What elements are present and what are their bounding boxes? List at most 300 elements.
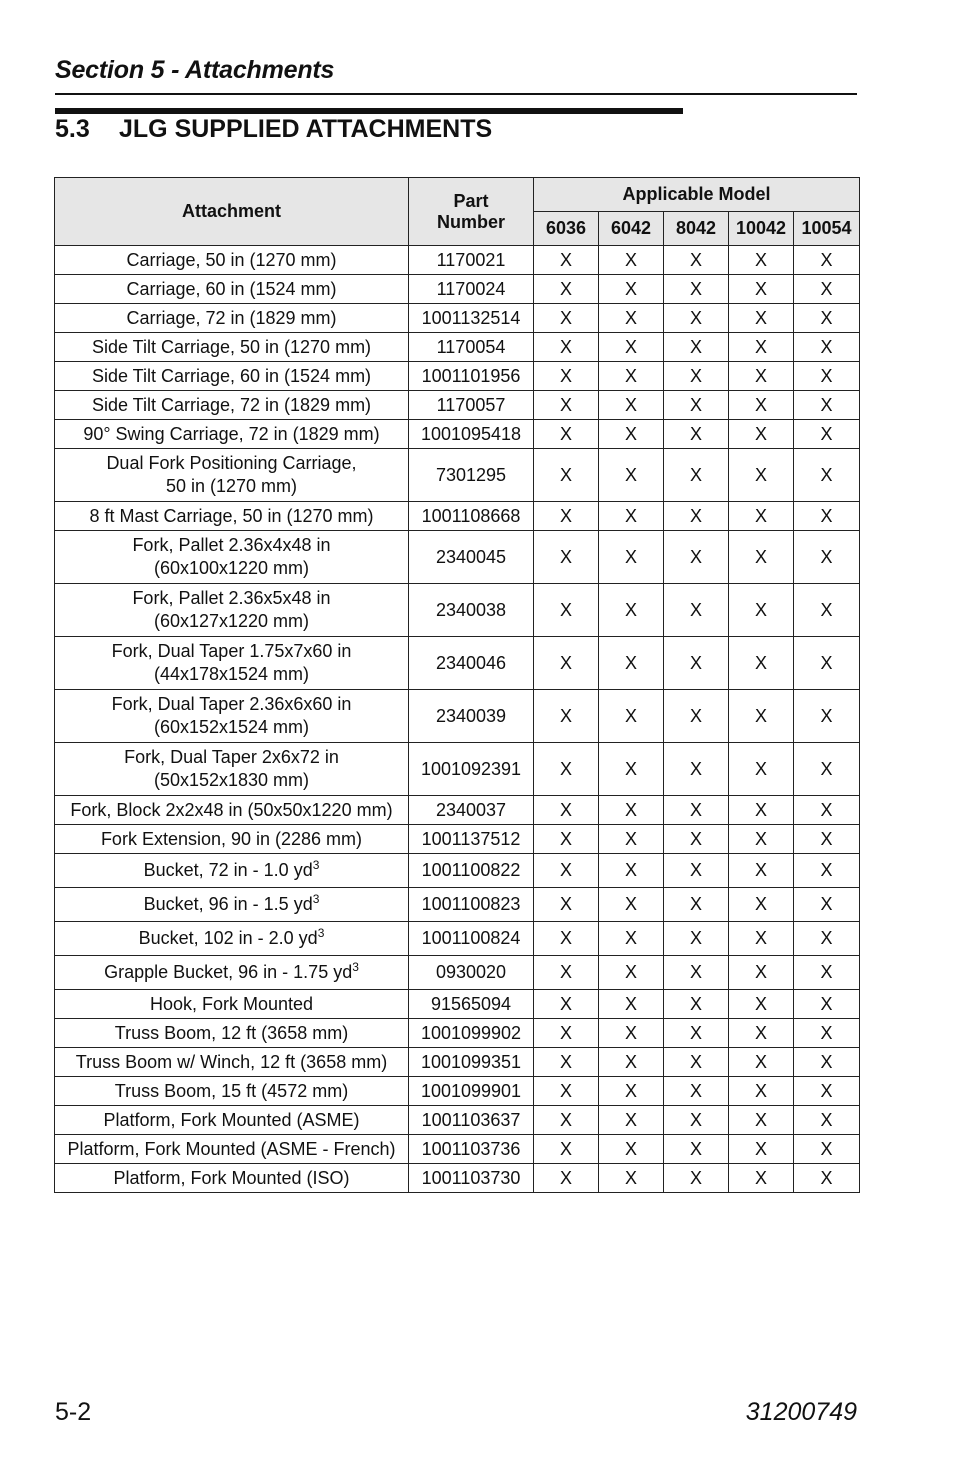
attachment-name — [55, 610, 408, 633]
part-number-cell: 2340046 — [409, 637, 534, 690]
model-mark-cell: X — [599, 1106, 664, 1135]
table-row — [55, 1164, 860, 1193]
model-mark-cell: X — [664, 922, 729, 956]
part-number-cell: 1001101956 — [409, 362, 534, 391]
model-mark-cell: X — [534, 584, 599, 637]
model-mark-cell: X — [794, 1048, 860, 1077]
attachment-name — [55, 893, 408, 916]
attachment-name — [55, 534, 408, 557]
attachment-text: (44x178x1524 mm) — [153, 664, 310, 684]
model-mark-cell: X — [534, 1077, 599, 1106]
model-mark-cell: X — [729, 391, 794, 420]
attachment-name — [55, 693, 408, 716]
model-mark-cell: X — [599, 825, 664, 854]
model-mark-cell: X — [729, 304, 794, 333]
model-mark-cell: X — [794, 584, 860, 637]
part-number-cell: 2340039 — [409, 690, 534, 743]
unit-superscript: 3 — [312, 892, 320, 906]
model-mark-cell: X — [729, 362, 794, 391]
model-mark-cell: X — [729, 1019, 794, 1048]
model-mark-cell: X — [664, 956, 729, 990]
part-number-cell: 2340038 — [409, 584, 534, 637]
part-number-cell: 1170054 — [409, 333, 534, 362]
attachment-cell — [55, 420, 409, 449]
model-mark-cell: X — [534, 420, 599, 449]
model-mark-cell: X — [794, 1077, 860, 1106]
attachment-cell — [55, 888, 409, 922]
attachment-text: Bucket, 72 in - 1.0 yd — [143, 860, 313, 880]
table-row — [55, 1019, 860, 1048]
model-mark-cell: X — [664, 854, 729, 888]
model-mark-cell: X — [599, 362, 664, 391]
model-mark-cell: X — [794, 391, 860, 420]
attachment-text: Carriage, 72 in (1829 mm) — [126, 307, 337, 328]
attachment-text: Grapple Bucket, 96 in - 1.75 yd — [104, 962, 353, 982]
model-mark-cell: X — [794, 333, 860, 362]
model-mark-cell: X — [534, 690, 599, 743]
model-mark-cell: X — [794, 922, 860, 956]
part-number-cell: 91565094 — [409, 990, 534, 1019]
model-mark-cell: X — [534, 990, 599, 1019]
model-mark-cell: X — [664, 637, 729, 690]
model-mark-cell: X — [794, 1135, 860, 1164]
model-mark-cell: X — [664, 391, 729, 420]
model-mark-cell: X — [729, 825, 794, 854]
attachment-name — [55, 365, 408, 388]
attachment-name — [55, 1022, 408, 1045]
model-mark-cell: X — [729, 743, 794, 796]
attachment-cell — [55, 1048, 409, 1077]
model-mark-cell: X — [729, 531, 794, 584]
attachment-name — [55, 828, 408, 851]
attachment-cell — [55, 275, 409, 304]
attachment-text: Fork Extension, 90 in (2286 mm) — [100, 828, 363, 849]
part-number-cell: 1001132514 — [409, 304, 534, 333]
part-number-cell: 1001103736 — [409, 1135, 534, 1164]
model-mark-cell: X — [794, 1019, 860, 1048]
table-row — [55, 990, 860, 1019]
section-header: Section 5 - Attachments — [55, 56, 335, 84]
header-applicable-model: Applicable Model — [534, 178, 860, 212]
model-mark-cell: X — [599, 743, 664, 796]
header-model-6042: 6042 — [599, 212, 664, 246]
attachment-text: (60x100x1220 mm) — [153, 558, 310, 578]
model-mark-cell: X — [664, 246, 729, 275]
attachment-text: (60x127x1220 mm) — [153, 611, 310, 631]
model-mark-cell: X — [729, 854, 794, 888]
model-mark-cell: X — [534, 531, 599, 584]
model-mark-cell: X — [729, 922, 794, 956]
model-mark-cell: X — [794, 362, 860, 391]
attachment-cell — [55, 1019, 409, 1048]
table-row — [55, 825, 860, 854]
model-mark-cell: X — [729, 1135, 794, 1164]
attachment-text: 90° Swing Carriage, 72 in (1829 mm) — [83, 423, 380, 444]
attachment-text: Platform, Fork Mounted (ASME) — [103, 1109, 360, 1130]
attachment-cell — [55, 1077, 409, 1106]
model-mark-cell: X — [599, 922, 664, 956]
attachment-cell — [55, 449, 409, 502]
attachment-name — [55, 640, 408, 663]
model-mark-cell: X — [599, 1077, 664, 1106]
model-mark-cell: X — [794, 743, 860, 796]
attachment-name — [55, 993, 408, 1016]
model-mark-cell: X — [729, 1048, 794, 1077]
part-number-cell: 1001103730 — [409, 1164, 534, 1193]
attachment-name — [55, 746, 408, 769]
attachment-cell — [55, 1164, 409, 1193]
table-row — [55, 502, 860, 531]
model-mark-cell: X — [534, 854, 599, 888]
attachment-name — [55, 278, 408, 301]
attachment-name — [55, 307, 408, 330]
table-row — [55, 1106, 860, 1135]
model-mark-cell: X — [794, 854, 860, 888]
attachment-text: Fork, Pallet 2.36x5x48 in — [132, 588, 331, 608]
model-mark-cell: X — [599, 637, 664, 690]
model-mark-cell: X — [794, 1106, 860, 1135]
model-mark-cell: X — [794, 796, 860, 825]
model-mark-cell: X — [664, 333, 729, 362]
part-number-cell: 7301295 — [409, 449, 534, 502]
model-mark-cell: X — [534, 1135, 599, 1164]
attachment-text: Fork, Block 2x2x48 in (50x50x1220 mm) — [70, 799, 393, 820]
attachment-cell — [55, 246, 409, 275]
model-mark-cell: X — [664, 825, 729, 854]
unit-superscript: 3 — [312, 858, 320, 872]
part-number-cell: 1170021 — [409, 246, 534, 275]
model-mark-cell: X — [599, 1019, 664, 1048]
model-mark-cell: X — [534, 956, 599, 990]
attachment-name — [55, 1051, 408, 1074]
model-mark-cell: X — [729, 888, 794, 922]
model-mark-cell: X — [664, 502, 729, 531]
model-mark-cell: X — [664, 1048, 729, 1077]
model-mark-cell: X — [729, 637, 794, 690]
attachment-cell — [55, 990, 409, 1019]
part-number-cell: 1001099351 — [409, 1048, 534, 1077]
attachment-name — [55, 452, 408, 475]
attachment-text: Side Tilt Carriage, 60 in (1524 mm) — [91, 365, 372, 386]
table-row — [55, 743, 860, 796]
model-mark-cell: X — [729, 690, 794, 743]
model-mark-cell: X — [729, 990, 794, 1019]
part-number-cell: 1170024 — [409, 275, 534, 304]
model-mark-cell: X — [729, 1077, 794, 1106]
model-mark-cell: X — [534, 1048, 599, 1077]
table-row — [55, 391, 860, 420]
model-mark-cell: X — [534, 1106, 599, 1135]
part-number-cell: 1001095418 — [409, 420, 534, 449]
model-mark-cell: X — [794, 449, 860, 502]
model-mark-cell: X — [534, 796, 599, 825]
model-mark-cell: X — [664, 304, 729, 333]
attachment-name — [55, 1138, 408, 1161]
header-part-number — [409, 178, 534, 246]
attachment-name — [55, 1080, 408, 1103]
model-mark-cell: X — [534, 333, 599, 362]
attachment-cell — [55, 922, 409, 956]
table-row — [55, 956, 860, 990]
attachment-text: 8 ft Mast Carriage, 50 in (1270 mm) — [89, 505, 374, 526]
part-number-cell: 1001137512 — [409, 825, 534, 854]
model-mark-cell: X — [794, 275, 860, 304]
model-mark-cell: X — [534, 304, 599, 333]
attachment-text: Fork, Dual Taper 2.36x6x60 in — [111, 694, 352, 714]
model-mark-cell: X — [599, 391, 664, 420]
model-mark-cell: X — [664, 1077, 729, 1106]
attachment-name — [55, 587, 408, 610]
model-mark-cell: X — [534, 825, 599, 854]
model-mark-cell: X — [794, 637, 860, 690]
attachment-cell — [55, 825, 409, 854]
header-rule — [55, 93, 857, 95]
table-row — [55, 854, 860, 888]
attachment-name — [55, 1109, 408, 1132]
model-mark-cell: X — [599, 275, 664, 304]
model-mark-cell: X — [599, 502, 664, 531]
model-mark-cell: X — [664, 743, 729, 796]
attachment-cell — [55, 362, 409, 391]
attachment-text: Platform, Fork Mounted (ISO) — [113, 1167, 350, 1188]
attachment-name — [55, 961, 408, 984]
attachment-cell — [55, 584, 409, 637]
table-row — [55, 690, 860, 743]
model-mark-cell: X — [599, 304, 664, 333]
attachment-text: Fork, Dual Taper 1.75x7x60 in — [111, 641, 352, 661]
model-mark-cell: X — [794, 825, 860, 854]
unit-superscript: 3 — [317, 926, 325, 940]
attachment-text: Carriage, 50 in (1270 mm) — [126, 249, 337, 270]
attachment-name — [55, 927, 408, 950]
attachment-cell — [55, 796, 409, 825]
model-mark-cell: X — [729, 275, 794, 304]
model-mark-cell: X — [664, 449, 729, 502]
table-row — [55, 922, 860, 956]
model-mark-cell: X — [664, 888, 729, 922]
model-mark-cell: X — [729, 1164, 794, 1193]
model-mark-cell: X — [534, 922, 599, 956]
model-mark-cell: X — [599, 1164, 664, 1193]
model-mark-cell: X — [534, 743, 599, 796]
table-row — [55, 888, 860, 922]
model-mark-cell: X — [534, 637, 599, 690]
model-mark-cell: X — [794, 990, 860, 1019]
attachment-name — [55, 394, 408, 417]
table-row — [55, 1048, 860, 1077]
attachment-name — [55, 716, 408, 739]
attachment-text: Truss Boom, 12 ft (3658 mm) — [114, 1022, 349, 1043]
attachment-text: Side Tilt Carriage, 72 in (1829 mm) — [91, 394, 372, 415]
attachment-cell — [55, 1106, 409, 1135]
part-number-cell: 1001092391 — [409, 743, 534, 796]
attachment-cell — [55, 690, 409, 743]
attachment-text: Carriage, 60 in (1524 mm) — [126, 278, 337, 299]
model-mark-cell: X — [664, 1106, 729, 1135]
part-number-cell: 1170057 — [409, 391, 534, 420]
model-mark-cell: X — [729, 796, 794, 825]
attachment-text: Fork, Pallet 2.36x4x48 in — [132, 535, 331, 555]
model-mark-cell: X — [599, 888, 664, 922]
table-row — [55, 584, 860, 637]
model-mark-cell: X — [664, 584, 729, 637]
attachment-text: (60x152x1524 mm) — [153, 717, 310, 737]
attachments-table — [54, 177, 860, 1193]
part-number-cell: 1001108668 — [409, 502, 534, 531]
header-part-line: Part — [453, 190, 489, 211]
model-mark-cell: X — [534, 362, 599, 391]
model-mark-cell: X — [664, 690, 729, 743]
attachment-text: Truss Boom, 15 ft (4572 mm) — [114, 1080, 349, 1101]
model-mark-cell: X — [729, 449, 794, 502]
model-mark-cell: X — [599, 1048, 664, 1077]
header-attachment: Attachment — [55, 178, 409, 246]
model-mark-cell: X — [664, 420, 729, 449]
attachment-text: Truss Boom w/ Winch, 12 ft (3658 mm) — [75, 1051, 388, 1072]
model-mark-cell: X — [664, 1135, 729, 1164]
header-part-line: Number — [436, 211, 505, 232]
model-mark-cell: X — [794, 956, 860, 990]
header-model-6036: 6036 — [534, 212, 599, 246]
part-number-cell: 1001100824 — [409, 922, 534, 956]
attachment-name — [55, 249, 408, 272]
attachment-text: Bucket, 96 in - 1.5 yd — [143, 894, 313, 914]
attachment-text: (50x152x1830 mm) — [153, 770, 310, 790]
model-mark-cell: X — [599, 956, 664, 990]
model-mark-cell: X — [794, 304, 860, 333]
page-title — [55, 115, 492, 144]
attachment-cell — [55, 956, 409, 990]
model-mark-cell: X — [794, 1164, 860, 1193]
model-mark-cell: X — [729, 333, 794, 362]
attachment-text: Platform, Fork Mounted (ASME - French) — [67, 1138, 396, 1159]
model-mark-cell: X — [599, 333, 664, 362]
model-mark-cell: X — [729, 584, 794, 637]
part-number-cell: 1001103637 — [409, 1106, 534, 1135]
model-mark-cell: X — [664, 1164, 729, 1193]
model-mark-cell: X — [599, 690, 664, 743]
table-row — [55, 637, 860, 690]
title-text: JLG SUPPLIED ATTACHMENTS — [119, 115, 493, 143]
model-mark-cell: X — [794, 502, 860, 531]
attachment-text: Dual Fork Positioning Carriage, — [106, 453, 357, 473]
attachment-name — [55, 423, 408, 446]
table-row — [55, 531, 860, 584]
model-mark-cell: X — [729, 502, 794, 531]
attachment-name — [55, 663, 408, 686]
model-mark-cell: X — [664, 275, 729, 304]
part-number-cell: 1001100822 — [409, 854, 534, 888]
table-row — [55, 275, 860, 304]
model-mark-cell: X — [534, 246, 599, 275]
attachment-name — [55, 859, 408, 882]
part-number-cell: 1001100823 — [409, 888, 534, 922]
attachment-cell — [55, 304, 409, 333]
attachment-name — [55, 769, 408, 792]
table-row — [55, 1135, 860, 1164]
model-mark-cell: X — [729, 246, 794, 275]
unit-superscript: 3 — [352, 960, 359, 974]
table-row — [55, 362, 860, 391]
model-mark-cell: X — [794, 246, 860, 275]
attachment-text: Hook, Fork Mounted — [149, 993, 314, 1014]
title-number: 5.3 — [55, 115, 90, 143]
model-mark-cell: X — [664, 990, 729, 1019]
model-mark-cell: X — [534, 502, 599, 531]
attachment-cell — [55, 391, 409, 420]
model-mark-cell: X — [729, 956, 794, 990]
model-mark-cell: X — [729, 420, 794, 449]
model-mark-cell: X — [599, 584, 664, 637]
attachment-cell — [55, 637, 409, 690]
model-mark-cell: X — [729, 1106, 794, 1135]
attachment-cell — [55, 502, 409, 531]
table-row — [55, 333, 860, 362]
attachment-cell — [55, 1135, 409, 1164]
model-mark-cell: X — [664, 1019, 729, 1048]
attachment-text: Fork, Dual Taper 2x6x72 in — [124, 747, 339, 767]
model-mark-cell: X — [599, 854, 664, 888]
model-mark-cell: X — [664, 362, 729, 391]
attachment-cell — [55, 854, 409, 888]
model-mark-cell: X — [534, 1164, 599, 1193]
attachment-name — [55, 799, 408, 822]
attachment-text: Bucket, 102 in - 2.0 yd — [138, 928, 318, 948]
header-model-10054: 10054 — [794, 212, 860, 246]
model-mark-cell: X — [599, 246, 664, 275]
attachment-cell — [55, 333, 409, 362]
part-number-cell: 2340045 — [409, 531, 534, 584]
attachment-text: Side Tilt Carriage, 50 in (1270 mm) — [91, 336, 372, 357]
model-mark-cell: X — [534, 449, 599, 502]
model-mark-cell: X — [794, 888, 860, 922]
table-row — [55, 304, 860, 333]
part-number-cell: 1001099902 — [409, 1019, 534, 1048]
model-mark-cell: X — [794, 531, 860, 584]
attachment-name — [55, 475, 408, 498]
model-mark-cell: X — [534, 1019, 599, 1048]
attachment-name — [55, 557, 408, 580]
model-mark-cell: X — [664, 531, 729, 584]
header-model-8042: 8042 — [664, 212, 729, 246]
model-mark-cell: X — [534, 391, 599, 420]
model-mark-cell: X — [599, 990, 664, 1019]
model-mark-cell: X — [599, 531, 664, 584]
part-number-cell: 2340037 — [409, 796, 534, 825]
model-mark-cell: X — [794, 420, 860, 449]
attachment-cell — [55, 531, 409, 584]
header-model-10042: 10042 — [729, 212, 794, 246]
table-row — [55, 246, 860, 275]
document-number: 31200749 — [745, 1398, 857, 1426]
table-row — [55, 796, 860, 825]
table-row — [55, 449, 860, 502]
model-mark-cell: X — [664, 796, 729, 825]
attachment-name — [55, 336, 408, 359]
part-number-cell: 0930020 — [409, 956, 534, 990]
attachment-name — [55, 505, 408, 528]
table-row — [55, 420, 860, 449]
part-number-cell: 1001099901 — [409, 1077, 534, 1106]
attachment-name — [55, 1167, 408, 1190]
table-row — [55, 1077, 860, 1106]
model-mark-cell: X — [794, 690, 860, 743]
attachment-text: 50 in (1270 mm) — [165, 476, 298, 496]
model-mark-cell: X — [599, 1135, 664, 1164]
model-mark-cell: X — [534, 275, 599, 304]
model-mark-cell: X — [534, 888, 599, 922]
attachment-cell — [55, 743, 409, 796]
